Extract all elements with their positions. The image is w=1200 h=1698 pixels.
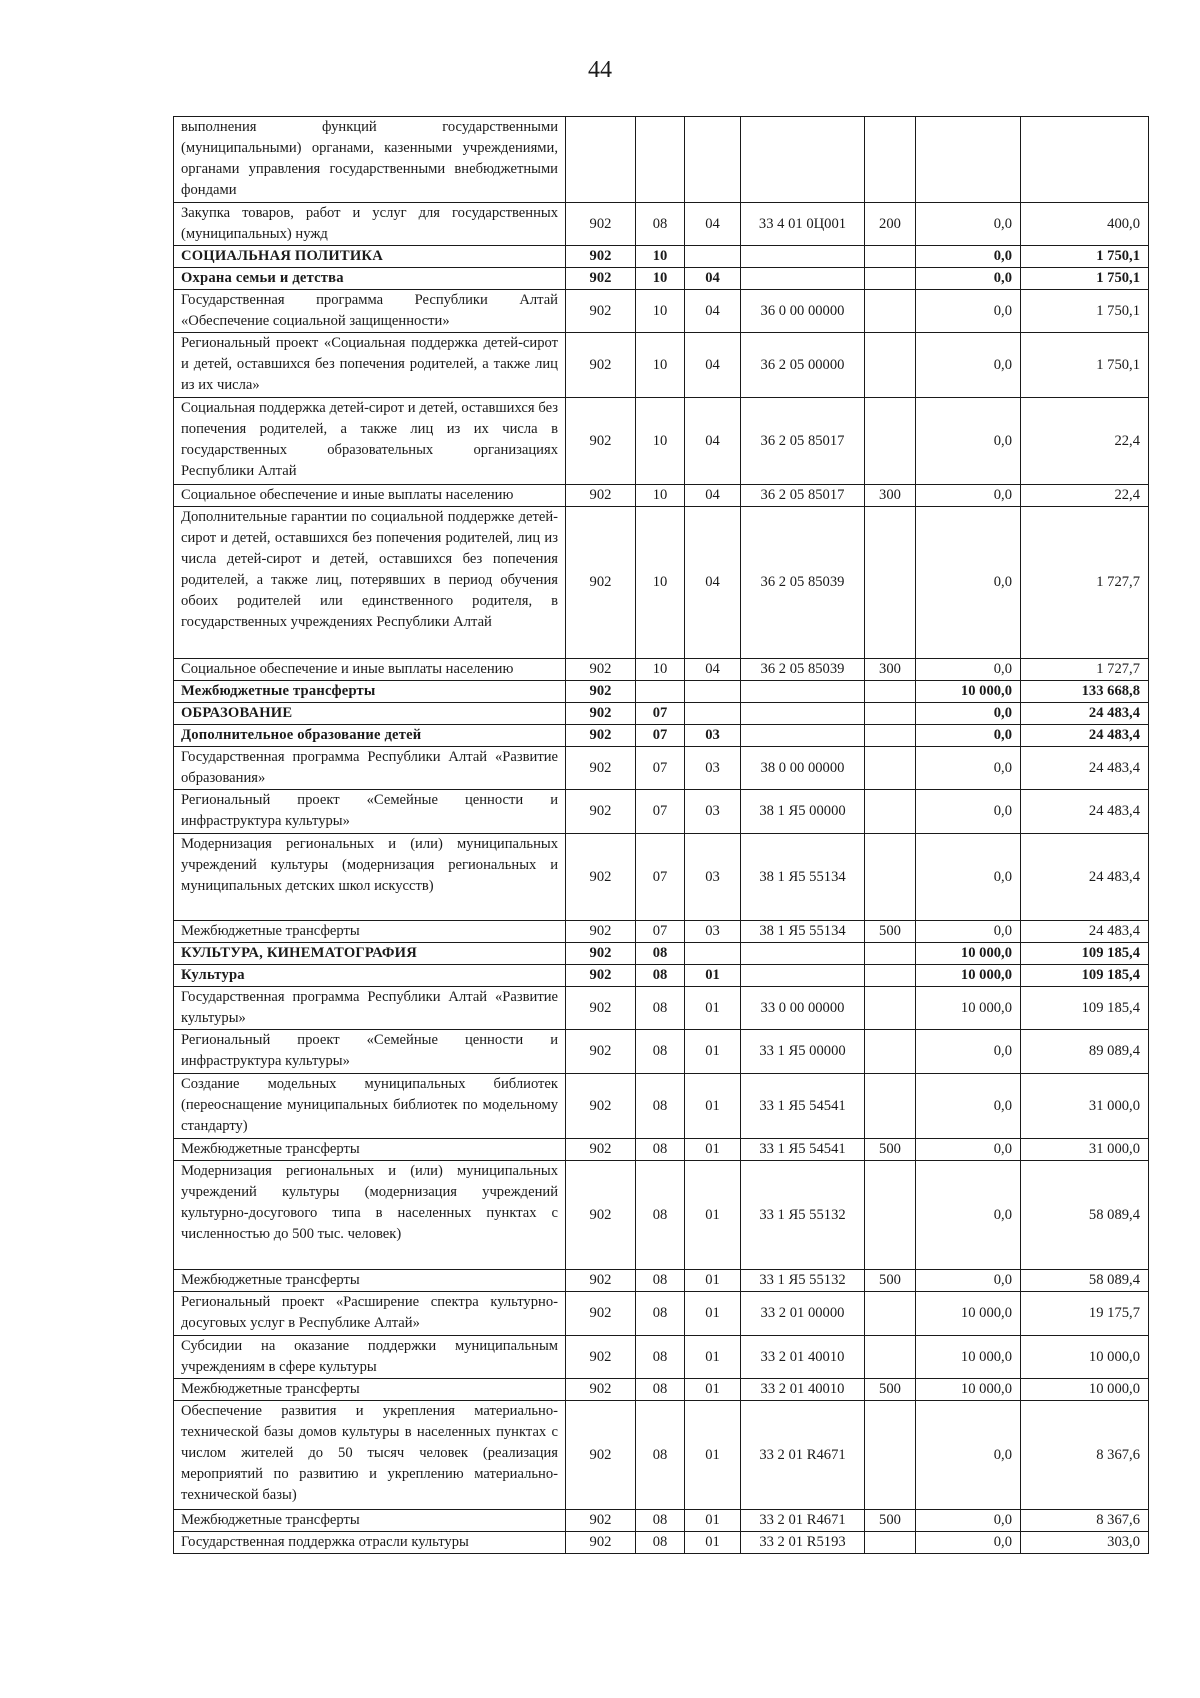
row-amount-2-cell: 1 750,1	[1021, 246, 1149, 268]
row-subsection-cell: 03	[685, 725, 741, 747]
row-grbs-cell: 902	[566, 203, 636, 246]
row-target-article-cell: 38 1 Я5 00000	[741, 790, 865, 834]
row-amount-2-cell: 58 089,4	[1021, 1161, 1149, 1270]
row-expense-type-cell	[865, 398, 916, 485]
row-section-cell	[636, 681, 685, 703]
row-name-cell: выполнения функций государственными (муниципальными) органами, казенными учреждениями, органами управления государственными внебюджетными фондами	[174, 117, 566, 203]
row-target-article-cell: 33 1 Я5 54541	[741, 1139, 865, 1161]
row-amount-2-cell	[1021, 117, 1149, 203]
row-name-cell: Государственная поддержка отрасли культуры	[174, 1532, 566, 1554]
row-expense-type-cell	[865, 703, 916, 725]
row-expense-type-cell	[865, 1030, 916, 1074]
row-expense-type-cell	[865, 268, 916, 290]
row-amount-2-cell: 1 727,7	[1021, 507, 1149, 659]
row-subsection-cell: 04	[685, 290, 741, 333]
row-section-cell: 07	[636, 747, 685, 790]
row-amount-2-cell: 58 089,4	[1021, 1270, 1149, 1292]
row-subsection-cell: 04	[685, 268, 741, 290]
row-grbs-cell	[566, 117, 636, 203]
row-grbs-cell: 902	[566, 268, 636, 290]
row-expense-type-cell: 300	[865, 659, 916, 681]
row-amount-2-cell: 133 668,8	[1021, 681, 1149, 703]
row-expense-type-cell	[865, 1401, 916, 1510]
row-amount-1-cell: 10 000,0	[916, 943, 1021, 965]
row-target-article-cell: 33 1 Я5 55132	[741, 1270, 865, 1292]
table-row	[174, 1336, 1149, 1379]
row-name-cell: Обеспечение развития и укрепления материально-технической базы домов культуры в населенных пунктах с числом жителей до 50 тысяч человек (реализация мероприятий по развитию и укреплению материально-технической базы)	[174, 1401, 566, 1510]
row-amount-1-cell: 10 000,0	[916, 681, 1021, 703]
table-row	[174, 268, 1149, 290]
table-row	[174, 203, 1149, 246]
row-section-cell: 10	[636, 398, 685, 485]
row-amount-2-cell: 10 000,0	[1021, 1336, 1149, 1379]
row-name-cell: Модернизация региональных и (или) муниципальных учреждений культуры (модернизация учреждений культурно-досугового типа в населенных пунктах с численностью до 500 тыс. человек)	[174, 1161, 566, 1270]
table-row	[174, 246, 1149, 268]
row-section-cell: 10	[636, 659, 685, 681]
row-expense-type-cell	[865, 681, 916, 703]
row-section-cell: 08	[636, 943, 685, 965]
row-expense-type-cell	[865, 246, 916, 268]
row-amount-2-cell: 24 483,4	[1021, 790, 1149, 834]
row-subsection-cell	[685, 943, 741, 965]
row-name-cell: Межбюджетные трансферты	[174, 921, 566, 943]
row-name-cell: Межбюджетные трансферты	[174, 1139, 566, 1161]
row-grbs-cell: 902	[566, 1030, 636, 1074]
row-target-article-cell: 33 0 00 00000	[741, 987, 865, 1030]
row-grbs-cell: 902	[566, 1161, 636, 1270]
row-subsection-cell: 04	[685, 398, 741, 485]
row-amount-2-cell: 19 175,7	[1021, 1292, 1149, 1336]
row-grbs-cell: 902	[566, 1270, 636, 1292]
table-row	[174, 1401, 1149, 1510]
row-amount-1-cell: 0,0	[916, 834, 1021, 921]
row-expense-type-cell: 200	[865, 203, 916, 246]
row-grbs-cell: 902	[566, 681, 636, 703]
table-row	[174, 1270, 1149, 1292]
row-amount-1-cell: 0,0	[916, 1532, 1021, 1554]
row-amount-2-cell: 1 750,1	[1021, 290, 1149, 333]
row-subsection-cell: 01	[685, 1532, 741, 1554]
row-section-cell: 07	[636, 703, 685, 725]
row-name-cell: Модернизация региональных и (или) муниципальных учреждений культуры (модернизация региональных и муниципальных детских школ искусств)	[174, 834, 566, 921]
row-target-article-cell	[741, 268, 865, 290]
row-amount-1-cell: 0,0	[916, 725, 1021, 747]
table-row	[174, 333, 1149, 398]
row-amount-1-cell: 10 000,0	[916, 965, 1021, 987]
table-row	[174, 747, 1149, 790]
row-expense-type-cell	[865, 747, 916, 790]
row-grbs-cell: 902	[566, 659, 636, 681]
row-amount-1-cell: 0,0	[916, 1030, 1021, 1074]
row-subsection-cell: 01	[685, 1161, 741, 1270]
row-section-cell: 08	[636, 987, 685, 1030]
row-name-cell: ОБРАЗОВАНИЕ	[174, 703, 566, 725]
table-row	[174, 290, 1149, 333]
row-section-cell: 07	[636, 790, 685, 834]
table-row	[174, 1379, 1149, 1401]
row-target-article-cell: 38 1 Я5 55134	[741, 921, 865, 943]
row-subsection-cell: 03	[685, 834, 741, 921]
row-target-article-cell: 33 2 01 R4671	[741, 1510, 865, 1532]
row-grbs-cell: 902	[566, 398, 636, 485]
row-section-cell: 10	[636, 485, 685, 507]
row-subsection-cell: 04	[685, 507, 741, 659]
row-subsection-cell	[685, 246, 741, 268]
row-grbs-cell: 902	[566, 485, 636, 507]
row-amount-2-cell: 400,0	[1021, 203, 1149, 246]
row-target-article-cell: 33 1 Я5 00000	[741, 1030, 865, 1074]
row-target-article-cell: 36 2 05 85039	[741, 507, 865, 659]
row-target-article-cell: 36 2 05 85017	[741, 398, 865, 485]
row-section-cell: 08	[636, 965, 685, 987]
row-grbs-cell: 902	[566, 703, 636, 725]
row-amount-1-cell: 0,0	[916, 1401, 1021, 1510]
table-row	[174, 1030, 1149, 1074]
row-expense-type-cell	[865, 333, 916, 398]
row-subsection-cell	[685, 117, 741, 203]
row-amount-1-cell	[916, 117, 1021, 203]
table-row	[174, 507, 1149, 659]
row-grbs-cell: 902	[566, 965, 636, 987]
row-amount-2-cell: 24 483,4	[1021, 725, 1149, 747]
table-row	[174, 1161, 1149, 1270]
row-section-cell: 07	[636, 921, 685, 943]
row-expense-type-cell	[865, 965, 916, 987]
row-subsection-cell: 01	[685, 1379, 741, 1401]
row-name-cell: Дополнительное образование детей	[174, 725, 566, 747]
row-name-cell: Социальная поддержка детей-сирот и детей, оставшихся без попечения родителей, а также лиц из их числа в государственных образовательных организациях Республики Алтай	[174, 398, 566, 485]
row-grbs-cell: 902	[566, 333, 636, 398]
row-amount-1-cell: 0,0	[916, 507, 1021, 659]
row-section-cell: 10	[636, 268, 685, 290]
row-expense-type-cell	[865, 290, 916, 333]
row-grbs-cell: 902	[566, 1139, 636, 1161]
row-target-article-cell: 33 1 Я5 54541	[741, 1074, 865, 1139]
row-amount-1-cell: 0,0	[916, 921, 1021, 943]
table-row	[174, 398, 1149, 485]
row-target-article-cell	[741, 943, 865, 965]
row-name-cell: Региональный проект «Социальная поддержка детей-сирот и детей, оставшихся без попечения родителей, а также лиц из их числа»	[174, 333, 566, 398]
row-amount-2-cell: 24 483,4	[1021, 834, 1149, 921]
row-grbs-cell: 902	[566, 921, 636, 943]
row-subsection-cell: 03	[685, 921, 741, 943]
row-grbs-cell: 902	[566, 943, 636, 965]
row-section-cell: 08	[636, 1270, 685, 1292]
row-expense-type-cell	[865, 507, 916, 659]
row-target-article-cell: 33 2 01 R4671	[741, 1401, 865, 1510]
row-section-cell: 10	[636, 507, 685, 659]
row-target-article-cell	[741, 246, 865, 268]
row-subsection-cell: 01	[685, 1510, 741, 1532]
row-amount-2-cell: 24 483,4	[1021, 747, 1149, 790]
row-section-cell: 08	[636, 203, 685, 246]
row-section-cell: 08	[636, 1030, 685, 1074]
row-grbs-cell: 902	[566, 507, 636, 659]
row-amount-1-cell: 0,0	[916, 1270, 1021, 1292]
row-subsection-cell: 01	[685, 987, 741, 1030]
row-amount-2-cell: 1 750,1	[1021, 333, 1149, 398]
row-section-cell: 10	[636, 333, 685, 398]
row-grbs-cell: 902	[566, 747, 636, 790]
row-section-cell: 08	[636, 1510, 685, 1532]
row-expense-type-cell	[865, 790, 916, 834]
row-target-article-cell: 33 2 01 40010	[741, 1336, 865, 1379]
row-name-cell: Дополнительные гарантии по социальной поддержке детей-сирот и детей, оставшихся без попечения родителей, лиц из числа детей-сирот и детей, оставшихся без попечения родителей, а также лиц, потерявших в период обучения обоих родителей или единственного родителя, в государственных учреждениях Республики Алтай	[174, 507, 566, 659]
row-amount-1-cell: 0,0	[916, 485, 1021, 507]
row-amount-1-cell: 10 000,0	[916, 1379, 1021, 1401]
row-amount-1-cell: 0,0	[916, 1139, 1021, 1161]
row-target-article-cell: 33 4 01 0Ц001	[741, 203, 865, 246]
row-amount-2-cell: 22,4	[1021, 485, 1149, 507]
row-name-cell: Государственная программа Республики Алтай «Обеспечение социальной защищенности»	[174, 290, 566, 333]
row-name-cell: Культура	[174, 965, 566, 987]
row-amount-2-cell: 89 089,4	[1021, 1030, 1149, 1074]
row-amount-2-cell: 1 750,1	[1021, 268, 1149, 290]
row-target-article-cell: 36 0 00 00000	[741, 290, 865, 333]
row-subsection-cell: 01	[685, 1270, 741, 1292]
row-name-cell: Государственная программа Республики Алтай «Развитие образования»	[174, 747, 566, 790]
row-name-cell: КУЛЬТУРА, КИНЕМАТОГРАФИЯ	[174, 943, 566, 965]
table-row	[174, 965, 1149, 987]
row-name-cell: Региональный проект «Расширение спектра культурно-досуговых услуг в Республике Алтай»	[174, 1292, 566, 1336]
row-grbs-cell: 902	[566, 725, 636, 747]
row-section-cell: 08	[636, 1336, 685, 1379]
row-subsection-cell	[685, 681, 741, 703]
table-row	[174, 1532, 1149, 1554]
row-amount-2-cell: 303,0	[1021, 1532, 1149, 1554]
row-amount-1-cell: 0,0	[916, 1510, 1021, 1532]
row-section-cell: 08	[636, 1074, 685, 1139]
row-subsection-cell: 01	[685, 1401, 741, 1510]
row-target-article-cell	[741, 681, 865, 703]
table-row	[174, 681, 1149, 703]
table-row	[174, 834, 1149, 921]
row-amount-1-cell: 0,0	[916, 747, 1021, 790]
row-amount-1-cell: 10 000,0	[916, 1292, 1021, 1336]
row-grbs-cell: 902	[566, 1401, 636, 1510]
row-expense-type-cell: 500	[865, 921, 916, 943]
row-amount-1-cell: 0,0	[916, 398, 1021, 485]
table-row	[174, 703, 1149, 725]
row-name-cell: Субсидии на оказание поддержки муниципальным учреждениям в сфере культуры	[174, 1336, 566, 1379]
row-expense-type-cell	[865, 1336, 916, 1379]
row-grbs-cell: 902	[566, 790, 636, 834]
row-target-article-cell: 38 1 Я5 55134	[741, 834, 865, 921]
row-subsection-cell: 01	[685, 1074, 741, 1139]
row-grbs-cell: 902	[566, 1336, 636, 1379]
row-subsection-cell: 01	[685, 965, 741, 987]
row-name-cell: Региональный проект «Семейные ценности и инфраструктура культуры»	[174, 790, 566, 834]
row-section-cell: 07	[636, 725, 685, 747]
row-subsection-cell: 01	[685, 1292, 741, 1336]
row-expense-type-cell: 500	[865, 1270, 916, 1292]
row-amount-2-cell: 22,4	[1021, 398, 1149, 485]
row-subsection-cell: 04	[685, 659, 741, 681]
row-target-article-cell: 33 2 01 R5193	[741, 1532, 865, 1554]
row-amount-2-cell: 8 367,6	[1021, 1510, 1149, 1532]
table-row	[174, 725, 1149, 747]
row-amount-1-cell: 0,0	[916, 333, 1021, 398]
row-target-article-cell	[741, 965, 865, 987]
table-row	[174, 1074, 1149, 1139]
row-amount-1-cell: 10 000,0	[916, 987, 1021, 1030]
row-amount-1-cell: 0,0	[916, 1074, 1021, 1139]
row-expense-type-cell: 500	[865, 1139, 916, 1161]
row-name-cell: Социальное обеспечение и иные выплаты населению	[174, 659, 566, 681]
row-target-article-cell: 33 2 01 00000	[741, 1292, 865, 1336]
row-target-article-cell	[741, 725, 865, 747]
row-grbs-cell: 902	[566, 1379, 636, 1401]
row-expense-type-cell: 500	[865, 1379, 916, 1401]
row-name-cell: Государственная программа Республики Алтай «Развитие культуры»	[174, 987, 566, 1030]
row-amount-1-cell: 0,0	[916, 1161, 1021, 1270]
row-expense-type-cell: 500	[865, 1510, 916, 1532]
row-expense-type-cell	[865, 834, 916, 921]
row-name-cell: Закупка товаров, работ и услуг для государственных (муниципальных) нужд	[174, 203, 566, 246]
row-expense-type-cell	[865, 1074, 916, 1139]
row-subsection-cell: 04	[685, 333, 741, 398]
row-target-article-cell	[741, 703, 865, 725]
row-grbs-cell: 902	[566, 1510, 636, 1532]
row-subsection-cell: 04	[685, 203, 741, 246]
table-row	[174, 1510, 1149, 1532]
row-amount-2-cell: 109 185,4	[1021, 965, 1149, 987]
row-amount-2-cell: 8 367,6	[1021, 1401, 1149, 1510]
row-target-article-cell: 33 1 Я5 55132	[741, 1161, 865, 1270]
row-expense-type-cell	[865, 725, 916, 747]
row-name-cell: Создание модельных муниципальных библиотек (переоснащение муниципальных библиотек по модельному стандарту)	[174, 1074, 566, 1139]
table-row	[174, 117, 1149, 203]
row-amount-1-cell: 0,0	[916, 246, 1021, 268]
table-row	[174, 659, 1149, 681]
row-grbs-cell: 902	[566, 987, 636, 1030]
table-row	[174, 987, 1149, 1030]
row-section-cell: 08	[636, 1292, 685, 1336]
page-number: 44	[588, 57, 612, 83]
row-grbs-cell: 902	[566, 1532, 636, 1554]
row-amount-2-cell: 31 000,0	[1021, 1139, 1149, 1161]
row-grbs-cell: 902	[566, 1074, 636, 1139]
row-subsection-cell: 01	[685, 1030, 741, 1074]
row-expense-type-cell	[865, 943, 916, 965]
row-section-cell: 08	[636, 1532, 685, 1554]
table-row	[174, 921, 1149, 943]
row-subsection-cell	[685, 703, 741, 725]
row-section-cell: 10	[636, 290, 685, 333]
row-target-article-cell	[741, 117, 865, 203]
row-amount-2-cell: 109 185,4	[1021, 943, 1149, 965]
row-amount-2-cell: 31 000,0	[1021, 1074, 1149, 1139]
row-section-cell: 08	[636, 1161, 685, 1270]
row-name-cell: Межбюджетные трансферты	[174, 1510, 566, 1532]
row-amount-1-cell: 0,0	[916, 290, 1021, 333]
row-subsection-cell: 01	[685, 1336, 741, 1379]
row-expense-type-cell	[865, 1161, 916, 1270]
row-target-article-cell: 33 2 01 40010	[741, 1379, 865, 1401]
row-subsection-cell: 01	[685, 1139, 741, 1161]
table-row	[174, 1139, 1149, 1161]
row-target-article-cell: 36 2 05 85017	[741, 485, 865, 507]
row-expense-type-cell	[865, 117, 916, 203]
row-target-article-cell: 36 2 05 00000	[741, 333, 865, 398]
row-amount-2-cell: 109 185,4	[1021, 987, 1149, 1030]
row-name-cell: Социальное обеспечение и иные выплаты населению	[174, 485, 566, 507]
row-name-cell: Региональный проект «Семейные ценности и инфраструктура культуры»	[174, 1030, 566, 1074]
row-section-cell: 10	[636, 246, 685, 268]
table-row	[174, 790, 1149, 834]
row-amount-1-cell: 0,0	[916, 203, 1021, 246]
row-section-cell: 08	[636, 1379, 685, 1401]
row-name-cell: СОЦИАЛЬНАЯ ПОЛИТИКА	[174, 246, 566, 268]
row-amount-1-cell: 0,0	[916, 268, 1021, 290]
row-target-article-cell: 36 2 05 85039	[741, 659, 865, 681]
row-name-cell: Межбюджетные трансферты	[174, 1379, 566, 1401]
row-expense-type-cell	[865, 1532, 916, 1554]
row-amount-2-cell: 1 727,7	[1021, 659, 1149, 681]
row-section-cell	[636, 117, 685, 203]
row-section-cell: 08	[636, 1139, 685, 1161]
row-section-cell: 08	[636, 1401, 685, 1510]
row-grbs-cell: 902	[566, 246, 636, 268]
row-grbs-cell: 902	[566, 834, 636, 921]
budget-table	[173, 116, 1149, 1554]
row-grbs-cell: 902	[566, 290, 636, 333]
row-section-cell: 07	[636, 834, 685, 921]
row-expense-type-cell	[865, 1292, 916, 1336]
row-subsection-cell: 03	[685, 747, 741, 790]
row-subsection-cell: 03	[685, 790, 741, 834]
row-amount-1-cell: 10 000,0	[916, 1336, 1021, 1379]
row-amount-1-cell: 0,0	[916, 703, 1021, 725]
row-grbs-cell: 902	[566, 1292, 636, 1336]
row-amount-1-cell: 0,0	[916, 790, 1021, 834]
row-amount-1-cell: 0,0	[916, 659, 1021, 681]
row-subsection-cell: 04	[685, 485, 741, 507]
row-name-cell: Охрана семьи и детства	[174, 268, 566, 290]
row-amount-2-cell: 24 483,4	[1021, 703, 1149, 725]
row-name-cell: Межбюджетные трансферты	[174, 681, 566, 703]
row-expense-type-cell	[865, 987, 916, 1030]
row-amount-2-cell: 10 000,0	[1021, 1379, 1149, 1401]
table-row	[174, 943, 1149, 965]
table-row	[174, 485, 1149, 507]
row-expense-type-cell: 300	[865, 485, 916, 507]
row-name-cell: Межбюджетные трансферты	[174, 1270, 566, 1292]
table-row	[174, 1292, 1149, 1336]
row-target-article-cell: 38 0 00 00000	[741, 747, 865, 790]
row-amount-2-cell: 24 483,4	[1021, 921, 1149, 943]
